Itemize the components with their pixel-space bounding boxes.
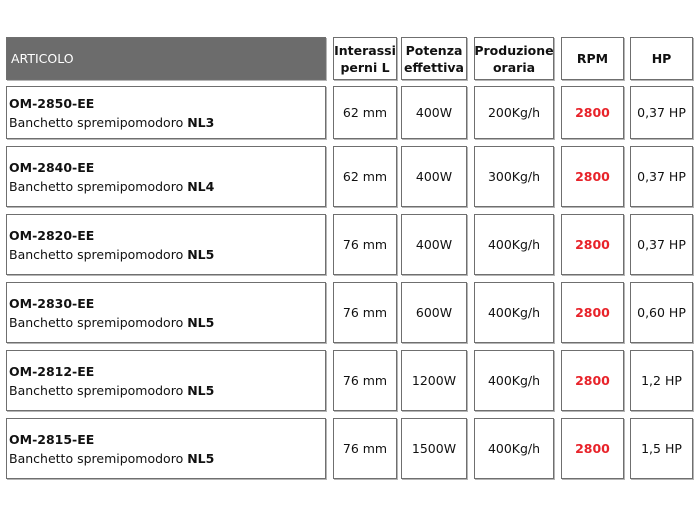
header-article-label: ARTICOLO	[11, 51, 74, 66]
rpm-cell	[561, 282, 624, 343]
header-hp	[630, 37, 693, 80]
power-cell	[401, 214, 467, 275]
pin-spacing-cell	[333, 214, 397, 275]
header-pin-spacing-line1: Interassi	[334, 42, 396, 58]
pin-spacing-cell	[333, 350, 397, 411]
article-description: Banchetto spremipomodoro	[9, 382, 184, 398]
hp-value: 0,37 HP	[637, 169, 686, 184]
power-cell	[401, 350, 467, 411]
header-production-line1: Produzione	[474, 42, 554, 58]
article-code: OM-2830-EE	[9, 295, 95, 311]
power-value: 1500W	[411, 441, 457, 456]
power-value: 600W	[415, 305, 453, 320]
article-model: NL5	[187, 382, 215, 398]
header-production-line2: oraria	[492, 59, 536, 75]
article-description: Banchetto spremipomodoro	[9, 178, 184, 194]
hp-value: 1,2 HP	[641, 373, 682, 388]
header-article	[6, 37, 326, 80]
production-cell	[474, 214, 554, 275]
hp-cell	[630, 86, 693, 139]
table-row-article	[6, 214, 326, 275]
table-row-article	[6, 282, 326, 343]
pin-spacing-cell	[333, 146, 397, 207]
power-value: 400W	[415, 105, 453, 120]
rpm-cell	[561, 86, 624, 139]
production-value: 400Kg/h	[487, 441, 541, 456]
article-model: NL5	[187, 450, 215, 466]
production-value: 400Kg/h	[487, 305, 541, 320]
rpm-cell	[561, 350, 624, 411]
rpm-value: 2800	[575, 305, 610, 320]
rpm-value: 2800	[575, 169, 610, 184]
pin-spacing-value: 76 mm	[342, 237, 388, 252]
power-cell	[401, 418, 467, 479]
header-pin-spacing	[333, 37, 397, 80]
article-description: Banchetto spremipomodoro	[9, 314, 184, 330]
header-rpm-label: RPM	[576, 51, 609, 66]
article-code: OM-2820-EE	[9, 227, 95, 243]
production-value: 200Kg/h	[487, 105, 541, 120]
production-cell	[474, 418, 554, 479]
header-power-line1: Potenza	[405, 42, 463, 58]
article-code: OM-2850-EE	[9, 95, 95, 111]
production-value: 400Kg/h	[487, 237, 541, 252]
article-description: Banchetto spremipomodoro	[9, 450, 184, 466]
pin-spacing-value: 62 mm	[342, 105, 388, 120]
pin-spacing-value: 62 mm	[342, 169, 388, 184]
header-power-line2: effettiva	[404, 59, 464, 75]
hp-value: 0,37 HP	[637, 237, 686, 252]
table-row-article	[6, 86, 326, 139]
article-description: Banchetto spremipomodoro	[9, 114, 184, 130]
hp-cell	[630, 350, 693, 411]
production-cell	[474, 350, 554, 411]
table-row-article	[6, 146, 326, 207]
pin-spacing-cell	[333, 86, 397, 139]
article-model: NL4	[187, 178, 215, 194]
header-pin-spacing-line2: perni L	[340, 59, 390, 75]
hp-cell	[630, 146, 693, 207]
rpm-value: 2800	[575, 105, 610, 120]
production-cell	[474, 86, 554, 139]
power-value: 1200W	[411, 373, 457, 388]
article-code: OM-2815-EE	[9, 431, 95, 447]
article-description: Banchetto spremipomodoro	[9, 246, 184, 262]
rpm-cell	[561, 418, 624, 479]
hp-value: 0,60 HP	[637, 305, 686, 320]
table-row-article	[6, 418, 326, 479]
table-row-article	[6, 350, 326, 411]
hp-cell	[630, 282, 693, 343]
article-model: NL3	[187, 114, 215, 130]
hp-value: 1,5 HP	[641, 441, 682, 456]
production-cell	[474, 146, 554, 207]
power-cell	[401, 282, 467, 343]
header-rpm	[561, 37, 624, 80]
hp-value: 0,37 HP	[637, 105, 686, 120]
rpm-cell	[561, 214, 624, 275]
header-power	[401, 37, 467, 80]
pin-spacing-value: 76 mm	[342, 441, 388, 456]
header-hp-label: HP	[651, 51, 672, 66]
pin-spacing-value: 76 mm	[342, 305, 388, 320]
article-model: NL5	[187, 314, 215, 330]
pin-spacing-cell	[333, 282, 397, 343]
production-cell	[474, 282, 554, 343]
power-value: 400W	[415, 169, 453, 184]
hp-cell	[630, 214, 693, 275]
article-model: NL5	[187, 246, 215, 262]
article-code: OM-2812-EE	[9, 363, 95, 379]
hp-cell	[630, 418, 693, 479]
rpm-value: 2800	[575, 373, 610, 388]
power-cell	[401, 86, 467, 139]
production-value: 400Kg/h	[487, 373, 541, 388]
article-code: OM-2840-EE	[9, 159, 95, 175]
power-value: 400W	[415, 237, 453, 252]
pin-spacing-value: 76 mm	[342, 373, 388, 388]
rpm-value: 2800	[575, 237, 610, 252]
production-value: 300Kg/h	[487, 169, 541, 184]
header-production	[474, 37, 554, 80]
power-cell	[401, 146, 467, 207]
rpm-value: 2800	[575, 441, 610, 456]
rpm-cell	[561, 146, 624, 207]
pin-spacing-cell	[333, 418, 397, 479]
